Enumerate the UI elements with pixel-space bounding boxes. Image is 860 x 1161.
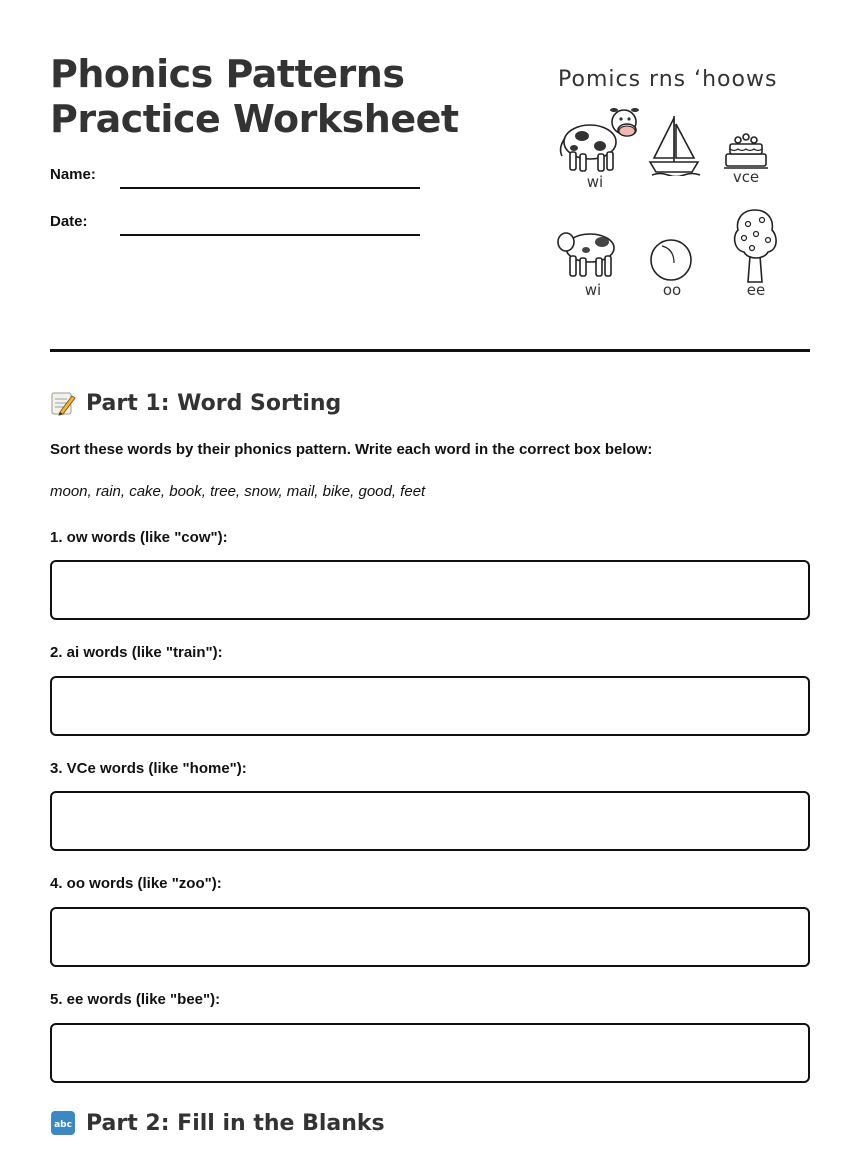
date-label: Date: [50,213,88,230]
picture-label: wi [584,281,602,299]
date-line[interactable] [120,234,420,236]
answer-box[interactable] [50,791,810,851]
picture-label: wi [586,173,604,191]
memo-icon [50,390,76,416]
svg-text:abc: abc [54,1120,72,1130]
part1-instructions: Sort these words by their phonics pattern. Write each word in the correct box below: [50,441,653,458]
picture-panel [548,62,798,312]
part1-heading-text: Part 1: Word Sorting [86,390,342,416]
worksheet-title [50,52,459,142]
cow-icon [556,100,642,174]
picture-label: vce [732,168,760,186]
name-line[interactable] [120,187,420,189]
question-label: 5. ee words (like "bee"): [50,991,221,1008]
title-line-2: Practice Worksheet [50,97,459,141]
answer-box[interactable] [50,560,810,620]
name-label: Name: [50,166,96,183]
picture-panel-title: Pomics rns ‘hoows [558,67,778,92]
tree-icon [730,206,780,284]
question-label: 2. ai words (like "train"): [50,644,223,661]
cow-icon [556,228,618,280]
part2-heading-text: Part 2: Fill in the Blanks [86,1110,385,1136]
picture-label: oo [662,281,682,299]
moon-icon [648,237,694,283]
sailboat-icon [648,112,702,176]
answer-box[interactable] [50,1023,810,1083]
abc-icon [50,1110,76,1136]
part2-heading [50,1110,385,1136]
answer-box[interactable] [50,676,810,736]
header-divider [50,349,810,352]
question-label: 4. oo words (like "zoo"): [50,875,222,892]
part1-heading [50,390,341,416]
answer-box[interactable] [50,907,810,967]
question-label: 1. ow words (like "cow"): [50,529,228,546]
cake-icon [722,132,770,172]
picture-label: ee [746,281,766,299]
word-list: moon, rain, cake, book, tree, snow, mail, bike, good, feet [50,483,426,500]
title-line-1: Phonics Patterns [50,52,405,96]
question-label: 3. VCe words (like "home"): [50,760,247,777]
